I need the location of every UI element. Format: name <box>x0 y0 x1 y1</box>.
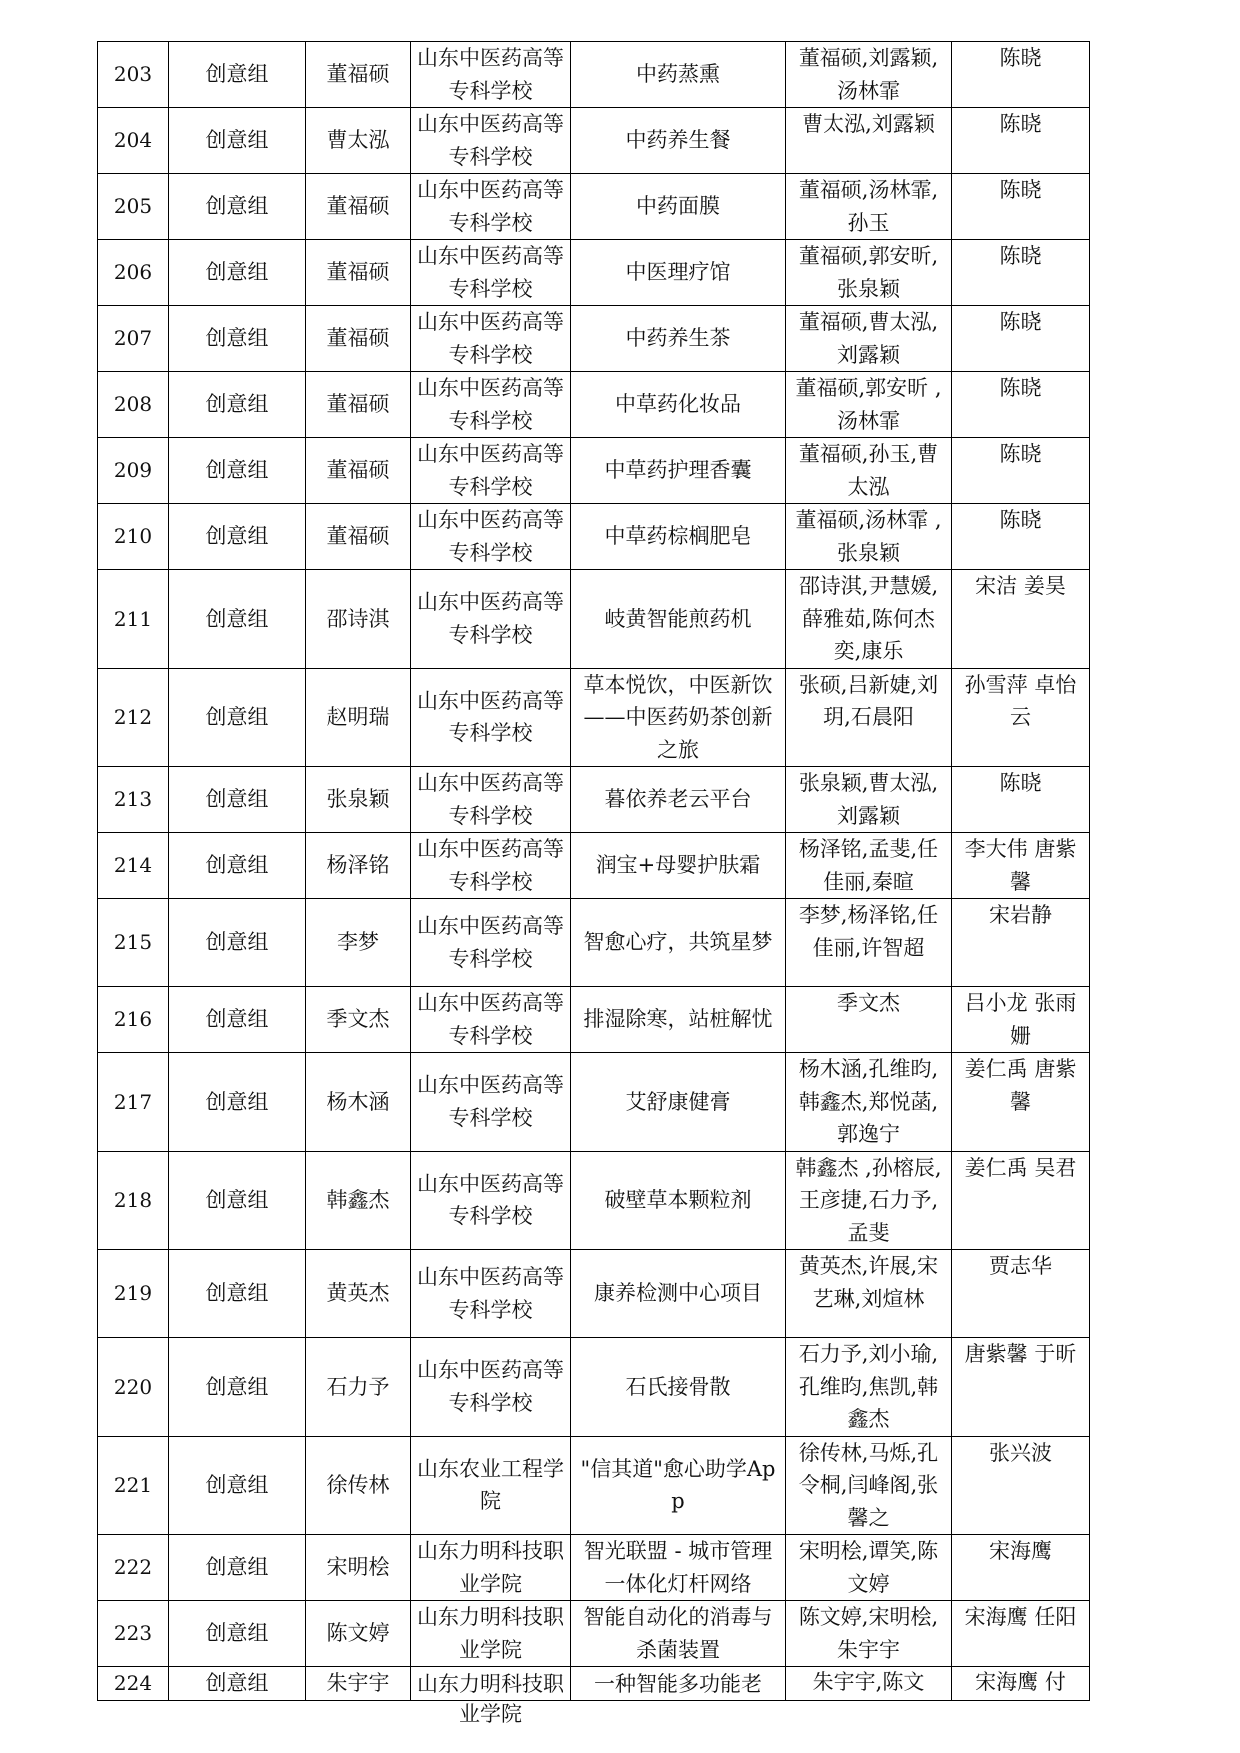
project-cell: 艾舒康健膏 <box>571 1053 786 1152</box>
members-cell: 徐传林,马烁,孔令桐,闫峰阁,张馨之 <box>786 1436 952 1535</box>
project-cell: 破壁草本颗粒剂 <box>571 1151 786 1250</box>
table-row <box>98 1667 1090 1701</box>
project-cell-text: 一种智能多功能老 <box>594 1672 762 1697</box>
group-cell: 创意组 <box>169 1338 306 1437</box>
members-cell: 杨泽铭,孟斐,任佳丽,秦暄 <box>786 833 952 899</box>
table-row <box>98 1338 1090 1437</box>
group-cell: 创意组 <box>169 570 306 669</box>
table-row <box>98 306 1090 372</box>
table-row <box>98 438 1090 504</box>
table-row <box>98 174 1090 240</box>
project-cell: 中药蒸熏 <box>571 42 786 108</box>
school-cell: 山东中医药高等专科学校 <box>411 372 571 438</box>
row-number: 204 <box>98 108 169 174</box>
project-cell: 智愈心疗，共筑星梦 <box>571 899 786 987</box>
school-cell: 山东中医药高等专科学校 <box>411 668 571 767</box>
advisor-cell: 宋洁 姜昊 <box>952 570 1090 669</box>
group-cell: 创意组 <box>169 108 306 174</box>
table-row <box>98 668 1090 767</box>
leader-cell: 韩鑫杰 <box>306 1151 411 1250</box>
advisor-cell: 孙雪萍 卓怡云 <box>952 668 1090 767</box>
table-row <box>98 1250 1090 1338</box>
project-cell: 中草药化妆品 <box>571 372 786 438</box>
advisor-cell: 宋岩静 <box>952 899 1090 987</box>
leader-cell: 宋明桧 <box>306 1535 411 1601</box>
project-cell: 康养检测中心项目 <box>571 1250 786 1338</box>
school-cell <box>411 1667 571 1727</box>
row-number: 210 <box>98 504 169 570</box>
row-number: 218 <box>98 1151 169 1250</box>
row-number: 221 <box>98 1436 169 1535</box>
members-cell: 董福硕,孙玉,曹太泓 <box>786 438 952 504</box>
leader-cell: 李梦 <box>306 899 411 987</box>
leader-cell: 董福硕 <box>306 438 411 504</box>
school-cell: 山东中医药高等专科学校 <box>411 570 571 669</box>
group-cell: 创意组 <box>169 1535 306 1601</box>
group-cell: 创意组 <box>169 767 306 833</box>
row-number: 205 <box>98 174 169 240</box>
advisor-cell: 陈晓 <box>952 42 1090 108</box>
members-cell: 杨木涵,孔维昀,韩鑫杰,郑悦菡,郭逸宁 <box>786 1053 952 1152</box>
project-cell: 润宝+母婴护肤霜 <box>571 833 786 899</box>
table-row <box>98 1053 1090 1152</box>
members-cell: 董福硕,汤林霏 ,张泉颖 <box>786 504 952 570</box>
advisor-cell: 陈晓 <box>952 108 1090 174</box>
school-cell: 山东中医药高等专科学校 <box>411 504 571 570</box>
leader-cell: 董福硕 <box>306 306 411 372</box>
leader-cell: 董福硕 <box>306 174 411 240</box>
table-row <box>98 504 1090 570</box>
group-cell: 创意组 <box>169 833 306 899</box>
row-number: 213 <box>98 767 169 833</box>
members-cell: 董福硕,曹太泓,刘露颖 <box>786 306 952 372</box>
project-cell: 中药面膜 <box>571 174 786 240</box>
table-row <box>98 570 1090 669</box>
group-cell: 创意组 <box>169 1053 306 1152</box>
table-row <box>98 240 1090 306</box>
advisor-cell: 陈晓 <box>952 174 1090 240</box>
group-cell: 创意组 <box>169 504 306 570</box>
leader-cell: 曹太泓 <box>306 108 411 174</box>
group-cell: 创意组 <box>169 372 306 438</box>
group-cell: 创意组 <box>169 899 306 987</box>
group-cell: 创意组 <box>169 174 306 240</box>
leader-cell: 董福硕 <box>306 42 411 108</box>
members-cell: 曹太泓,刘露颖 <box>786 108 952 174</box>
row-number: 220 <box>98 1338 169 1437</box>
members-cell: 董福硕,郭安昕,张泉颖 <box>786 240 952 306</box>
advisor-cell: 陈晓 <box>952 240 1090 306</box>
group-cell: 创意组 <box>169 438 306 504</box>
table-body <box>98 42 1090 1727</box>
table-row <box>98 1151 1090 1250</box>
school-cell-text: 山东力明科技职业学院 <box>417 1672 564 1727</box>
members-cell: 邵诗淇,尹慧媛,薛雅茹,陈何杰奕,康乐 <box>786 570 952 669</box>
row-number: 214 <box>98 833 169 899</box>
members-cell: 宋明桧,谭笑,陈文婷 <box>786 1535 952 1601</box>
leader-cell: 朱宇宇 <box>306 1667 411 1701</box>
table-row <box>98 1535 1090 1601</box>
row-number: 217 <box>98 1053 169 1152</box>
row-number: 224 <box>98 1667 169 1701</box>
advisor-cell: 姜仁禹 吴君 <box>952 1151 1090 1250</box>
leader-cell: 赵明瑞 <box>306 668 411 767</box>
row-number: 208 <box>98 372 169 438</box>
project-cell <box>571 1667 786 1701</box>
group-cell: 创意组 <box>169 240 306 306</box>
members-cell: 石力予,刘小瑜,孔维昀,焦凯,韩鑫杰 <box>786 1338 952 1437</box>
award-list-table <box>97 41 1090 1727</box>
leader-cell: 张泉颖 <box>306 767 411 833</box>
project-cell: 中医理疗馆 <box>571 240 786 306</box>
leader-cell: 徐传林 <box>306 1436 411 1535</box>
leader-cell: 邵诗淇 <box>306 570 411 669</box>
members-cell: 张泉颖,曹太泓,刘露颖 <box>786 767 952 833</box>
group-cell: 创意组 <box>169 1667 306 1701</box>
members-cell <box>786 1667 952 1701</box>
row-number: 215 <box>98 899 169 987</box>
school-cell: 山东中医药高等专科学校 <box>411 1338 571 1437</box>
school-cell: 山东中医药高等专科学校 <box>411 899 571 987</box>
group-cell: 创意组 <box>169 987 306 1053</box>
advisor-cell: 姜仁禹 唐紫馨 <box>952 1053 1090 1152</box>
project-cell: 中药养生餐 <box>571 108 786 174</box>
members-cell: 董福硕,刘露颖,汤林霏 <box>786 42 952 108</box>
school-cell: 山东中医药高等专科学校 <box>411 42 571 108</box>
advisor-cell: 宋海鹰 <box>952 1535 1090 1601</box>
table-row <box>98 833 1090 899</box>
project-cell: 草本悦饮，中医新饮——中医药奶茶创新之旅 <box>571 668 786 767</box>
row-number: 219 <box>98 1250 169 1338</box>
project-cell: "信其道"愈心助学App <box>571 1436 786 1535</box>
project-cell: 岐黄智能煎药机 <box>571 570 786 669</box>
advisor-cell: 陈晓 <box>952 306 1090 372</box>
row-number: 209 <box>98 438 169 504</box>
leader-cell: 石力予 <box>306 1338 411 1437</box>
leader-cell: 杨泽铭 <box>306 833 411 899</box>
table-row <box>98 767 1090 833</box>
advisor-cell: 宋海鹰 任阳 <box>952 1601 1090 1667</box>
project-cell: 暮依养老云平台 <box>571 767 786 833</box>
group-cell: 创意组 <box>169 306 306 372</box>
school-cell: 山东中医药高等专科学校 <box>411 438 571 504</box>
members-cell: 张硕,吕新婕,刘玥,石晨阳 <box>786 668 952 767</box>
advisor-cell: 张兴波 <box>952 1436 1090 1535</box>
advisor-cell: 李大伟 唐紫馨 <box>952 833 1090 899</box>
table-row <box>98 899 1090 987</box>
row-number: 206 <box>98 240 169 306</box>
school-cell: 山东中医药高等专科学校 <box>411 1151 571 1250</box>
members-cell: 陈文婷,宋明桧,朱宇宇 <box>786 1601 952 1667</box>
row-number: 216 <box>98 987 169 1053</box>
group-cell: 创意组 <box>169 1436 306 1535</box>
school-cell: 山东中医药高等专科学校 <box>411 987 571 1053</box>
advisor-cell: 吕小龙 张雨姗 <box>952 987 1090 1053</box>
project-cell: 智光联盟 - 城市管理一体化灯杆网络 <box>571 1535 786 1601</box>
table-row <box>98 987 1090 1053</box>
advisor-cell: 陈晓 <box>952 372 1090 438</box>
school-cell: 山东中医药高等专科学校 <box>411 108 571 174</box>
members-cell: 韩鑫杰 ,孙榕辰,王彦捷,石力予,孟斐 <box>786 1151 952 1250</box>
members-cell: 黄英杰,许展,宋艺琳,刘煊林 <box>786 1250 952 1338</box>
advisor-cell: 陈晓 <box>952 438 1090 504</box>
members-cell: 李梦,杨泽铭,任佳丽,许智超 <box>786 899 952 987</box>
school-cell: 山东中医药高等专科学校 <box>411 1053 571 1152</box>
row-number: 222 <box>98 1535 169 1601</box>
project-cell: 中草药棕榈肥皂 <box>571 504 786 570</box>
members-cell: 董福硕,汤林霏,孙玉 <box>786 174 952 240</box>
table-row <box>98 1601 1090 1667</box>
school-cell: 山东中医药高等专科学校 <box>411 833 571 899</box>
advisor-cell: 贾志华 <box>952 1250 1090 1338</box>
row-number: 223 <box>98 1601 169 1667</box>
members-cell: 季文杰 <box>786 987 952 1053</box>
school-cell: 山东中医药高等专科学校 <box>411 174 571 240</box>
members-cell: 董福硕,郭安昕 ,汤林霏 <box>786 372 952 438</box>
leader-cell: 黄英杰 <box>306 1250 411 1338</box>
advisor-cell-text: 宋海鹰 付 <box>975 1670 1066 1694</box>
row-number: 207 <box>98 306 169 372</box>
row-number: 211 <box>98 570 169 669</box>
group-cell: 创意组 <box>169 1601 306 1667</box>
advisor-cell: 陈晓 <box>952 767 1090 833</box>
leader-cell: 季文杰 <box>306 987 411 1053</box>
group-cell: 创意组 <box>169 42 306 108</box>
advisor-cell <box>952 1667 1090 1701</box>
table-row <box>98 1436 1090 1535</box>
table-row <box>98 372 1090 438</box>
project-cell: 石氏接骨散 <box>571 1338 786 1437</box>
row-number: 203 <box>98 42 169 108</box>
advisor-cell: 唐紫馨 于昕 <box>952 1338 1090 1437</box>
project-cell: 中药养生茶 <box>571 306 786 372</box>
group-cell: 创意组 <box>169 668 306 767</box>
table-row <box>98 108 1090 174</box>
school-cell: 山东中医药高等专科学校 <box>411 240 571 306</box>
advisor-cell: 陈晓 <box>952 504 1090 570</box>
school-cell: 山东中医药高等专科学校 <box>411 767 571 833</box>
table-row <box>98 42 1090 108</box>
leader-cell: 陈文婷 <box>306 1601 411 1667</box>
row-number: 212 <box>98 668 169 767</box>
school-cell: 山东农业工程学院 <box>411 1436 571 1535</box>
leader-cell: 董福硕 <box>306 372 411 438</box>
project-cell: 中草药护理香囊 <box>571 438 786 504</box>
group-cell: 创意组 <box>169 1250 306 1338</box>
school-cell: 山东力明科技职业学院 <box>411 1535 571 1601</box>
project-cell: 智能自动化的消毒与杀菌装置 <box>571 1601 786 1667</box>
school-cell: 山东力明科技职业学院 <box>411 1601 571 1667</box>
leader-cell: 董福硕 <box>306 240 411 306</box>
leader-cell: 杨木涵 <box>306 1053 411 1152</box>
members-cell-text: 朱宇宇,陈文 <box>812 1670 925 1694</box>
group-cell: 创意组 <box>169 1151 306 1250</box>
project-cell: 排湿除寒，站桩解忧 <box>571 987 786 1053</box>
leader-cell: 董福硕 <box>306 504 411 570</box>
school-cell: 山东中医药高等专科学校 <box>411 306 571 372</box>
school-cell: 山东中医药高等专科学校 <box>411 1250 571 1338</box>
